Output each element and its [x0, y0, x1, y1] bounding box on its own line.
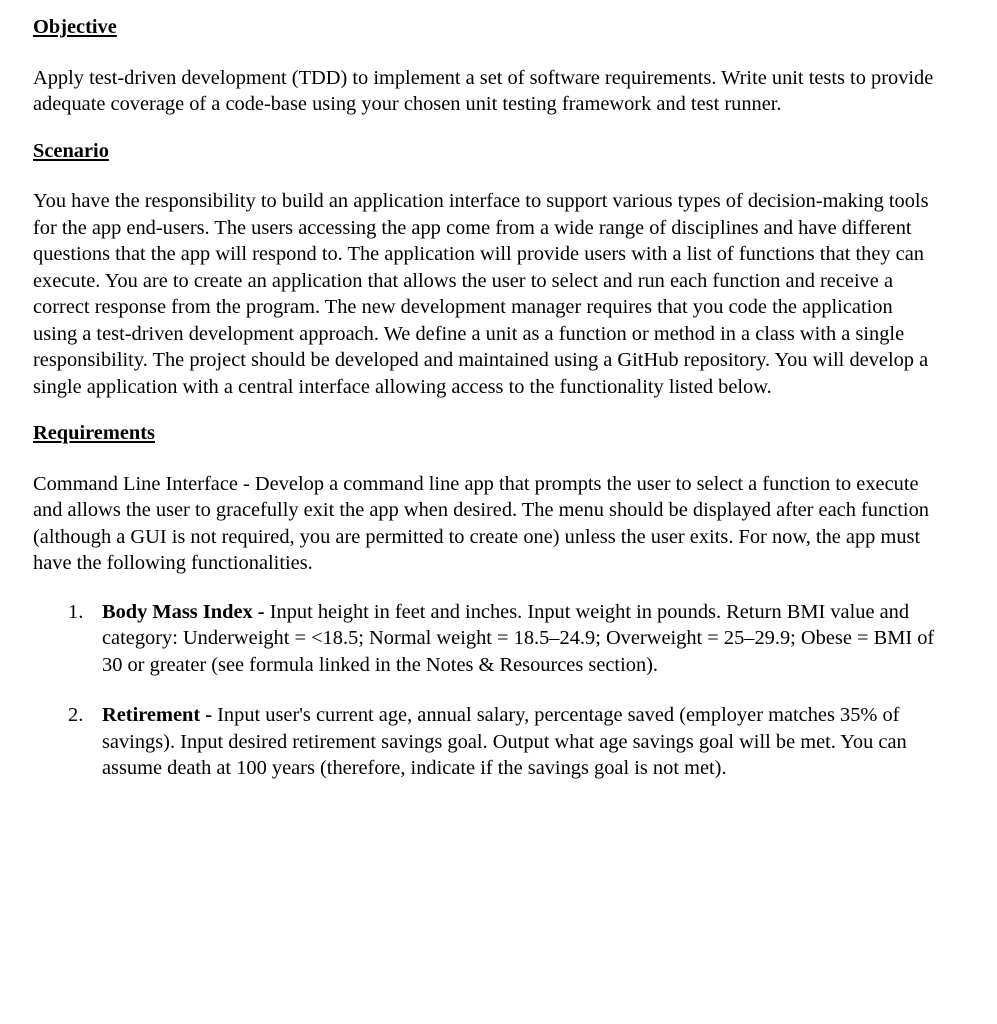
- requirement-term: Retirement -: [102, 704, 213, 726]
- requirement-text: Input user's current age, annual salary, percentage saved (employer matches 35% of savings). Input desired retirement savings goal. Output what age savings goal will be met. You can assume death at 100 years (therefore, indicate if the savings goal is not met).: [102, 704, 907, 779]
- requirement-term: Body Mass Index -: [102, 600, 265, 623]
- objective-heading: Objective: [33, 16, 117, 38]
- requirements-intro: Command Line Interface - Develop a command line app that prompts the user to select a function to execute and allows the user to gracefully exit the app when desired. The menu should be displayed after each function (although a GUI is not required, you are permitted to create one) unless the user exits. For now, the app must have the following functionalities.: [33, 472, 929, 574]
- requirements-heading: Requirements: [33, 422, 155, 444]
- requirement-number: 2.: [68, 704, 84, 726]
- requirement-number: 1.: [68, 600, 84, 623]
- requirement-text: Input height in feet and inches. Input weight in pounds. Return BMI value and category: Underweight = <18.5; Normal weight = 18.5–24.9; Overweight = 25–29.9; Obese = BMI of 30 or greater (see formula linked in the Notes & Resources section).: [102, 600, 935, 676]
- requirement-item-retirement: [33, 702, 938, 782]
- requirements-list: [33, 599, 938, 782]
- scenario-text: You have the responsibility to build an application interface to support various types of decision-making tools for the app end-users. The users accessing the app come from a wide range of disciplines and have different questions that the app will respond to. The application will provide users with a list of functions that they can execute. You are to create an application that allows the user to select and run each function and receive a correct response from the program. The new development manager requires that you code the application using a test-driven development approach. We define a unit as a function or method in a class with a single responsibility. The project should be developed and maintained using a GitHub repository. You will develop a single application with a central interface allowing access to the functionality listed below.: [33, 190, 929, 398]
- requirement-item-bmi: [33, 599, 938, 679]
- document-page: [33, 14, 938, 782]
- objective-text: Apply test-driven development (TDD) to implement a set of software requirements. Write unit tests to provide adequate coverage of a code-base using your chosen unit testing framework and test runner.: [33, 66, 934, 115]
- scenario-heading: Scenario: [33, 139, 109, 162]
